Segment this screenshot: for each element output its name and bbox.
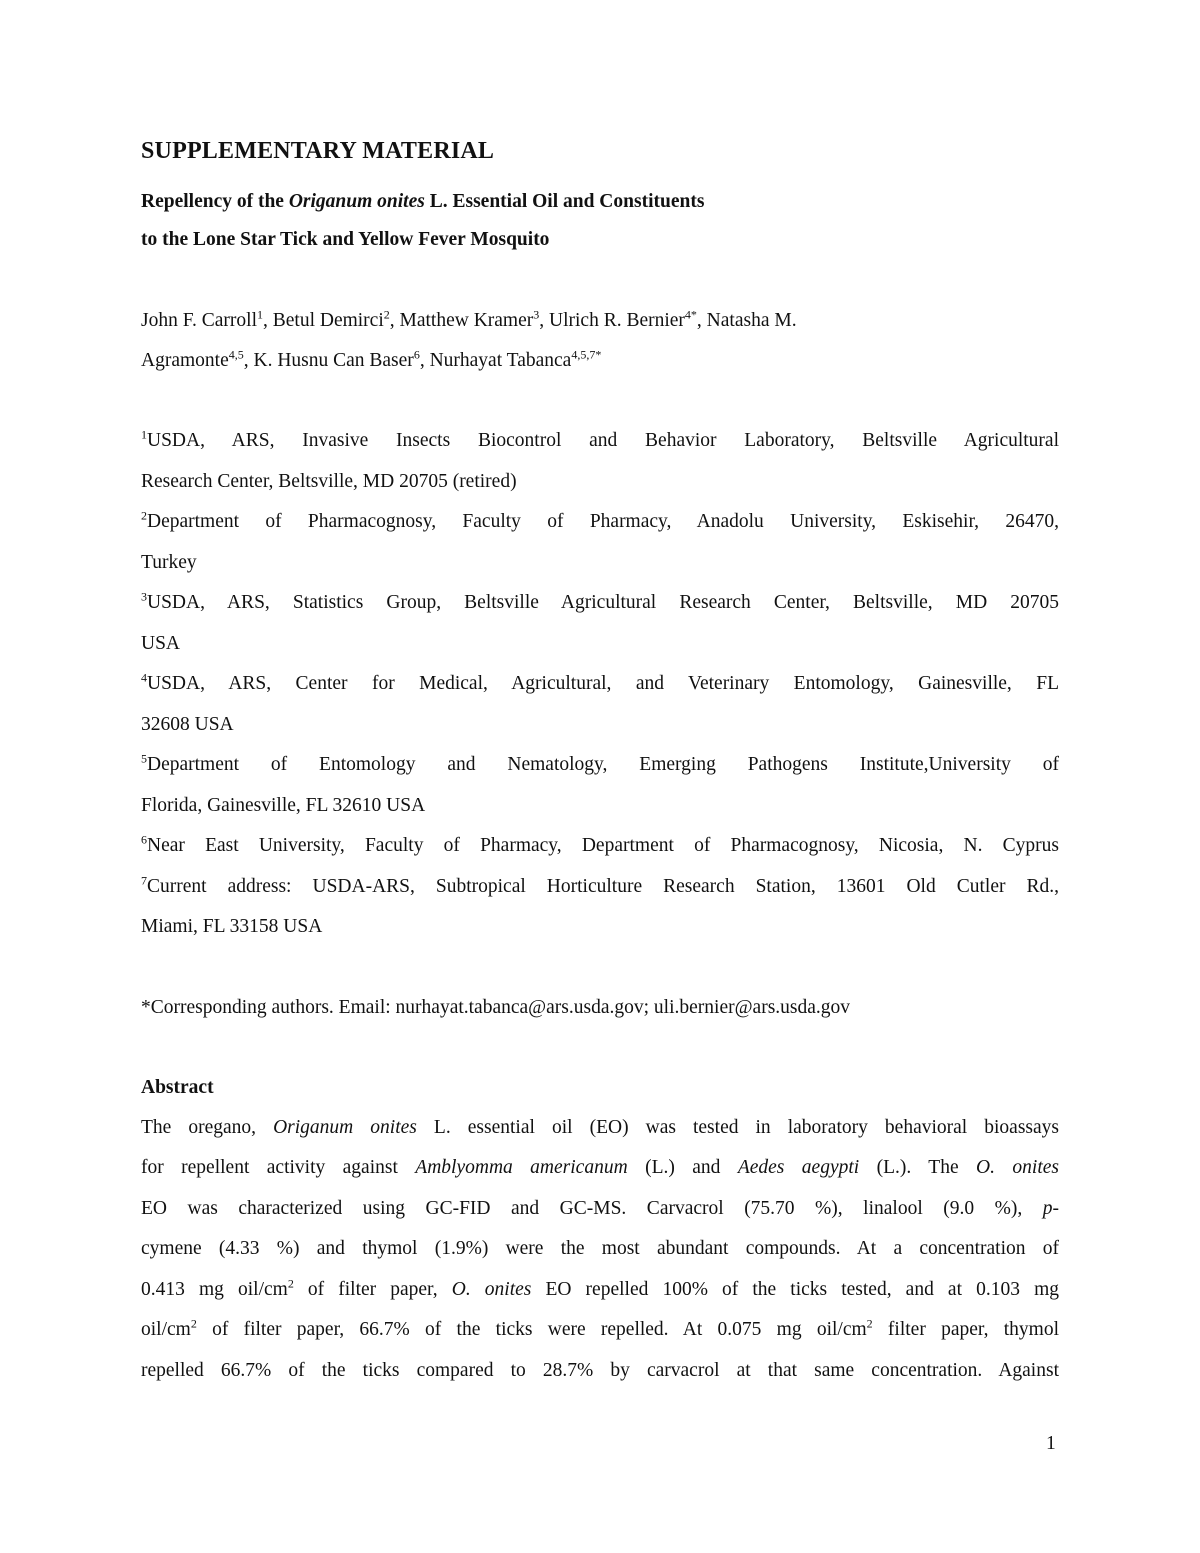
- document-heading: SUPPLEMENTARY MATERIAL: [141, 138, 495, 164]
- affiliation-2: $^2$Department of Pharmacognosy, Faculty of Pharmacy, Anadolu University, Eskisehir, 26470, Turkey: [141, 508, 1059, 573]
- corresponding-authors: *Corresponding authors. Email: nurhayat.tabanca@ars.usda.gov; uli.bernier@ars.usda.gov: [141, 996, 851, 1018]
- abstract-line: EO was characterized using GC-FID and GC-MS. Carvacrol (75.70 %), linalool (9.0 %), p-: [141, 1197, 1059, 1219]
- author-list: [141, 301, 1059, 381]
- affiliation-1: $^1$USDA, ARS, Invasive Insects Biocontrol and Behavior Laboratory, Beltsville Agricultural Research Center, Beltsville, MD 20705 (retired): [141, 427, 1059, 492]
- abstract-body: [141, 1108, 1059, 1392]
- affiliation-6: $^6$Near East University, Faculty of Pharmacy, Department of Pharmacognosy, Nicosia, N. Cyprus: [141, 832, 1059, 856]
- affiliation-5: $^5$Department of Entomology and Nematology, Emerging Pathogens Institute,University of Florida, Gainesville, FL 32610 USA: [141, 751, 1059, 816]
- affiliation-7: $^7$Current address: USDA-ARS, Subtropical Horticulture Research Station, 13601 Old Cutler Rd., Miami, FL 33158 USA: [141, 873, 1059, 937]
- abstract-line: cymene (4.33 %) and thymol (1.9%) were the most abundant compounds. At a concentration of: [141, 1238, 1059, 1259]
- affiliation-3: $^3$USDA, ARS, Statistics Group, Beltsville Agricultural Research Center, Beltsville, MD 20705 USA: [141, 589, 1059, 654]
- page-number: 1: [1046, 1433, 1056, 1454]
- affiliation-list: [141, 421, 1059, 948]
- abstract-line: oil/$cm^2$ of filter paper, 66.7% of the ticks were repelled. At 0.075 mg oil/$cm^2$ filter paper, thymol: [141, 1316, 1059, 1340]
- abstract-line: 0.413 mg oil/$cm^2$ of filter paper, O. onites EO repelled 100% of the ticks tested, and at 0.103 mg: [141, 1276, 1059, 1300]
- document-page: [141, 138, 1059, 1391]
- paper-title-line-1: Repellency of the Origanum onites L. Essential Oil and Constituents: [141, 191, 705, 212]
- abstract-line: repelled 66.7% of the ticks compared to 28.7% by carvacrol at that same concentration. Against: [141, 1359, 1059, 1381]
- affiliation-4: $^4$USDA, ARS, Center for Medical, Agricultural, and Veterinary Entomology, Gainesville, FL 32608 USA: [141, 670, 1059, 735]
- species-name: Origanum onites: [288, 191, 425, 212]
- author-line-1: John F. Carroll$^1$, Betul Demirci$^2$, Matthew Kramer$^3$, Ulrich R. Bernier$^{4*}$, Natasha M.: [141, 307, 797, 331]
- author-line-2: Agramonte$^{4,5}$, K. Husnu Can Baser$^6$, Nurhayat Tabanca$^{4,5,7*}$: [141, 347, 602, 371]
- abstract-heading: Abstract: [141, 1076, 214, 1098]
- paper-title-line-2: to the Lone Star Tick and Yellow Fever Mosquito: [141, 229, 550, 250]
- abstract-line: The oregano, Origanum onites L. essential oil (EO) was tested in laboratory behavioral bioassays: [141, 1116, 1059, 1138]
- abstract-line: for repellent activity against Amblyomma americanum (L.) and Aedes aegypti (L.). The O. onites: [141, 1157, 1059, 1178]
